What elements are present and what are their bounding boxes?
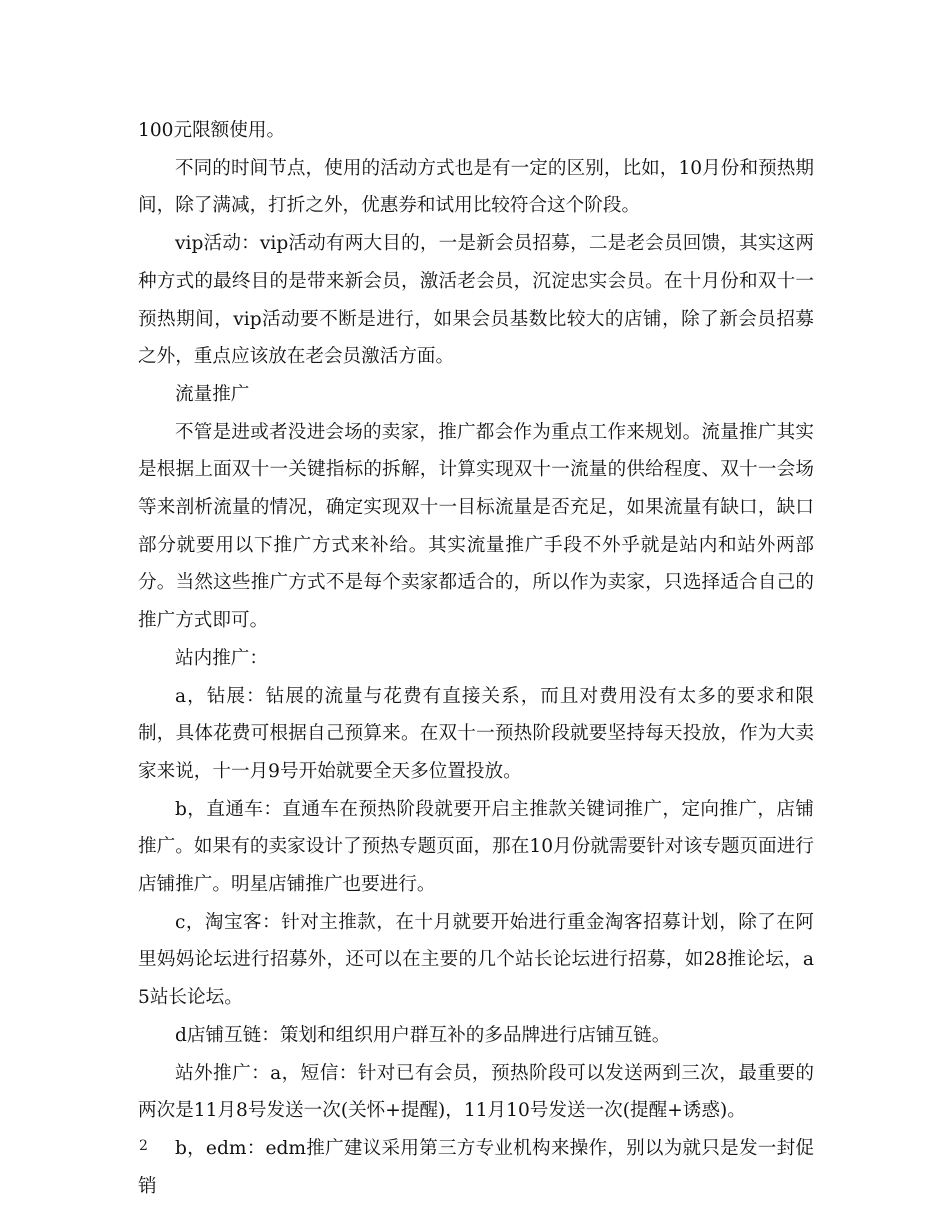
section-heading: 流量推广 [175, 383, 250, 405]
paragraph: a，钻展：钻展的流量与花费有直接关系，而且对费用没有太多的要求和限制，具体花费可根据自己预算来。在双十一预热阶段就要坚持每天投放，作为大卖家来说，十一月9号开始就要全天多位置投放。 [138, 685, 814, 782]
paragraph: 不同的时间节点，使用的活动方式也是有一定的区别，比如，10月份和预热期间，除了满减，打折之外，优惠券和试用比较符合这个阶段。 [138, 157, 814, 217]
section-heading: 站内推广： [175, 647, 268, 669]
page-number: 2 [139, 1138, 148, 1154]
paragraph: 不管是进或者没进会场的卖家，推广都会作为重点工作来规划。流量推广其实是根据上面双十一关键指标的拆解，计算实现双十一流量的供给程度、双十一会场等来剖析流量的情况，确定实现双十一目标流量是否充足，如果流量有缺口，缺口部分就要用以下推广方式来补给。其实流量推广手段不外乎就是站内和站外两部分。当然这些推广方式不是每个卖家都适合的，所以作为卖家，只选择适合自己的推广方式即可。 [138, 421, 814, 632]
paragraph: b，直通车：直通车在预热阶段就要开启主推款关键词推广，定向推广，店铺推广。如果有的卖家设计了预热专题页面，那在10月份就需要针对该专题页面进行店铺推广。明星店铺推广也要进行。 [138, 798, 814, 896]
paragraph: 100元限额使用。 [138, 120, 286, 141]
body-text [138, 112, 814, 1205]
paragraph: b，edm：edm推广建议采用第三方专业机构来操作，别以为就只是发一封促销 [138, 1137, 814, 1197]
paragraph: d店铺互链：策划和组织用户群互补的多品牌进行店铺互链。 [175, 1024, 671, 1046]
paragraph: vip活动：vip活动有两大目的，一是新会员招募，二是老会员回馈，其实这两种方式的最终目的是带来新会员，激活老会员，沉淀忠实会员。在十月份和双十一预热期间，vip活动要不断是进行，如果会员基数比较大的店铺，除了新会员招募之外，重点应该放在老会员激活方面。 [138, 233, 814, 368]
paragraph: c，淘宝客：针对主推款，在十月就要开始进行重金淘客招募计划，除了在阿里妈妈论坛进行招募外，还可以在主要的几个站长论坛进行招募，如28推论坛，a5站长论坛。 [138, 911, 814, 1009]
paragraph: 站外推广：a，短信：针对已有会员，预热阶段可以发送两到三次，最重要的两次是11月8号发送一次(关怀+提醒)，11月10号发送一次(提醒+诱惑)。 [138, 1062, 814, 1122]
